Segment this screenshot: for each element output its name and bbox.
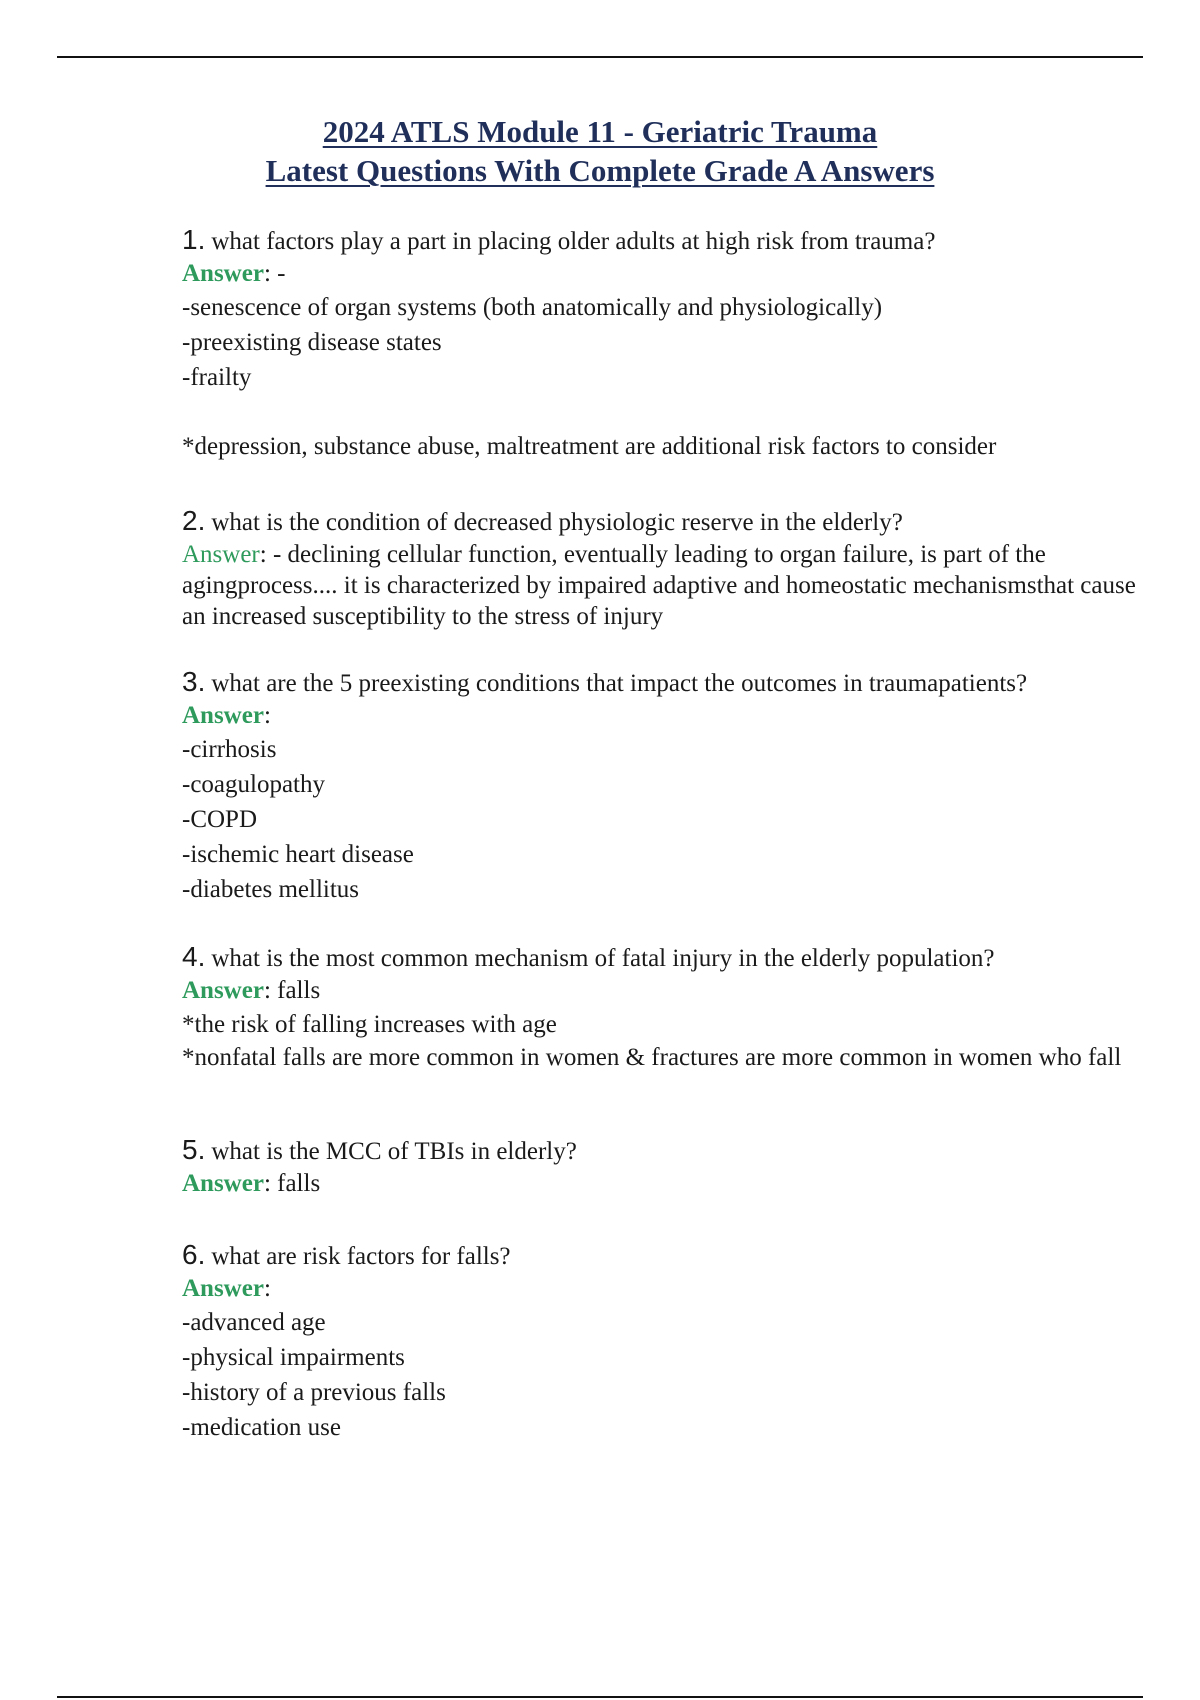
answer-label: Answer xyxy=(182,1170,264,1197)
question-text: what are the 5 preexisting conditions that impact the outcomes in traumapatients? xyxy=(211,670,1028,697)
title-line-2: Latest Questions With Complete Grade A Answers xyxy=(265,153,935,188)
question-number: 2. xyxy=(182,505,206,536)
question-block-1 xyxy=(182,224,1142,464)
list-item: -COPD xyxy=(182,806,258,833)
question-number: 3. xyxy=(182,666,206,697)
question-number: 6. xyxy=(182,1239,206,1270)
answer-text: : falls xyxy=(263,1170,321,1197)
list-item: -physical impairments xyxy=(182,1344,405,1371)
question-text: what are risk factors for falls? xyxy=(211,1243,511,1270)
question-text: what is the condition of decreased physiologic reserve in the elderly? xyxy=(211,509,903,536)
answer-1 xyxy=(182,258,1142,290)
question-number: 4. xyxy=(182,941,206,972)
question-block-2 xyxy=(182,505,1142,632)
answer-6 xyxy=(182,1273,1142,1305)
title-line-1: 2024 ATLS Module 11 - Geriatric Trauma xyxy=(322,114,878,149)
answer-3 xyxy=(182,700,1142,732)
answer-text: : - xyxy=(263,260,286,287)
list-item: -senescence of organ systems (both anatomically and physiologically) xyxy=(182,294,883,321)
question-6 xyxy=(182,1239,1142,1273)
answer-text: : falls xyxy=(263,977,321,1004)
top-rule xyxy=(57,56,1143,58)
question-5 xyxy=(182,1134,1142,1168)
answer-4 xyxy=(182,975,1142,1007)
list-item: -diabetes mellitus xyxy=(182,876,360,903)
question-number: 5. xyxy=(182,1134,206,1165)
question-block-4 xyxy=(182,941,1142,1073)
answer-label: Answer xyxy=(182,541,260,568)
answer-label: Answer xyxy=(182,702,264,729)
question-number: 1. xyxy=(182,224,206,255)
list-item: -medication use xyxy=(182,1414,341,1441)
note: *depression, substance abuse, maltreatment are additional risk factors to consider xyxy=(182,433,997,460)
bottom-rule xyxy=(57,1696,1143,1698)
answer-5 xyxy=(182,1168,1142,1200)
spacer xyxy=(182,395,1142,429)
question-text: what is the MCC of TBIs in elderly? xyxy=(211,1138,577,1165)
answer-text: : xyxy=(263,702,271,729)
question-4 xyxy=(182,941,1142,975)
list-item: -preexisting disease states xyxy=(182,329,442,356)
answer-label: Answer xyxy=(182,977,264,1004)
question-3 xyxy=(182,666,1142,700)
answer-text: : xyxy=(263,1275,271,1302)
list-item: -advanced age xyxy=(182,1309,326,1336)
answer-text: : - declining cellular function, eventually leading to organ failure, is part of the agingprocess.... it is characterized by impaired adaptive and homeostatic mechanismsthat cause an increased susceptibility to the stress of injury xyxy=(182,541,1136,630)
question-block-6 xyxy=(182,1239,1142,1445)
question-block-5 xyxy=(182,1134,1142,1200)
answer-2 xyxy=(182,539,1142,632)
list-item: -frailty xyxy=(182,364,252,391)
list-item: -ischemic heart disease xyxy=(182,841,414,868)
note: *nonfatal falls are more common in women & fractures are more common in women who fall xyxy=(182,1044,1122,1071)
question-text: what is the most common mechanism of fatal injury in the elderly population? xyxy=(211,945,995,972)
list-item: -cirrhosis xyxy=(182,736,277,763)
answer-label: Answer xyxy=(182,260,264,287)
question-block-3 xyxy=(182,666,1142,907)
document-title xyxy=(0,112,1200,190)
list-item: -history of a previous falls xyxy=(182,1379,446,1406)
question-1 xyxy=(182,224,1142,258)
answer-label: Answer xyxy=(182,1275,264,1302)
question-text: what factors play a part in placing older adults at high risk from trauma? xyxy=(211,228,936,255)
list-item: *the risk of falling increases with age xyxy=(182,1011,557,1038)
list-item: -coagulopathy xyxy=(182,771,326,798)
question-2 xyxy=(182,505,1142,539)
